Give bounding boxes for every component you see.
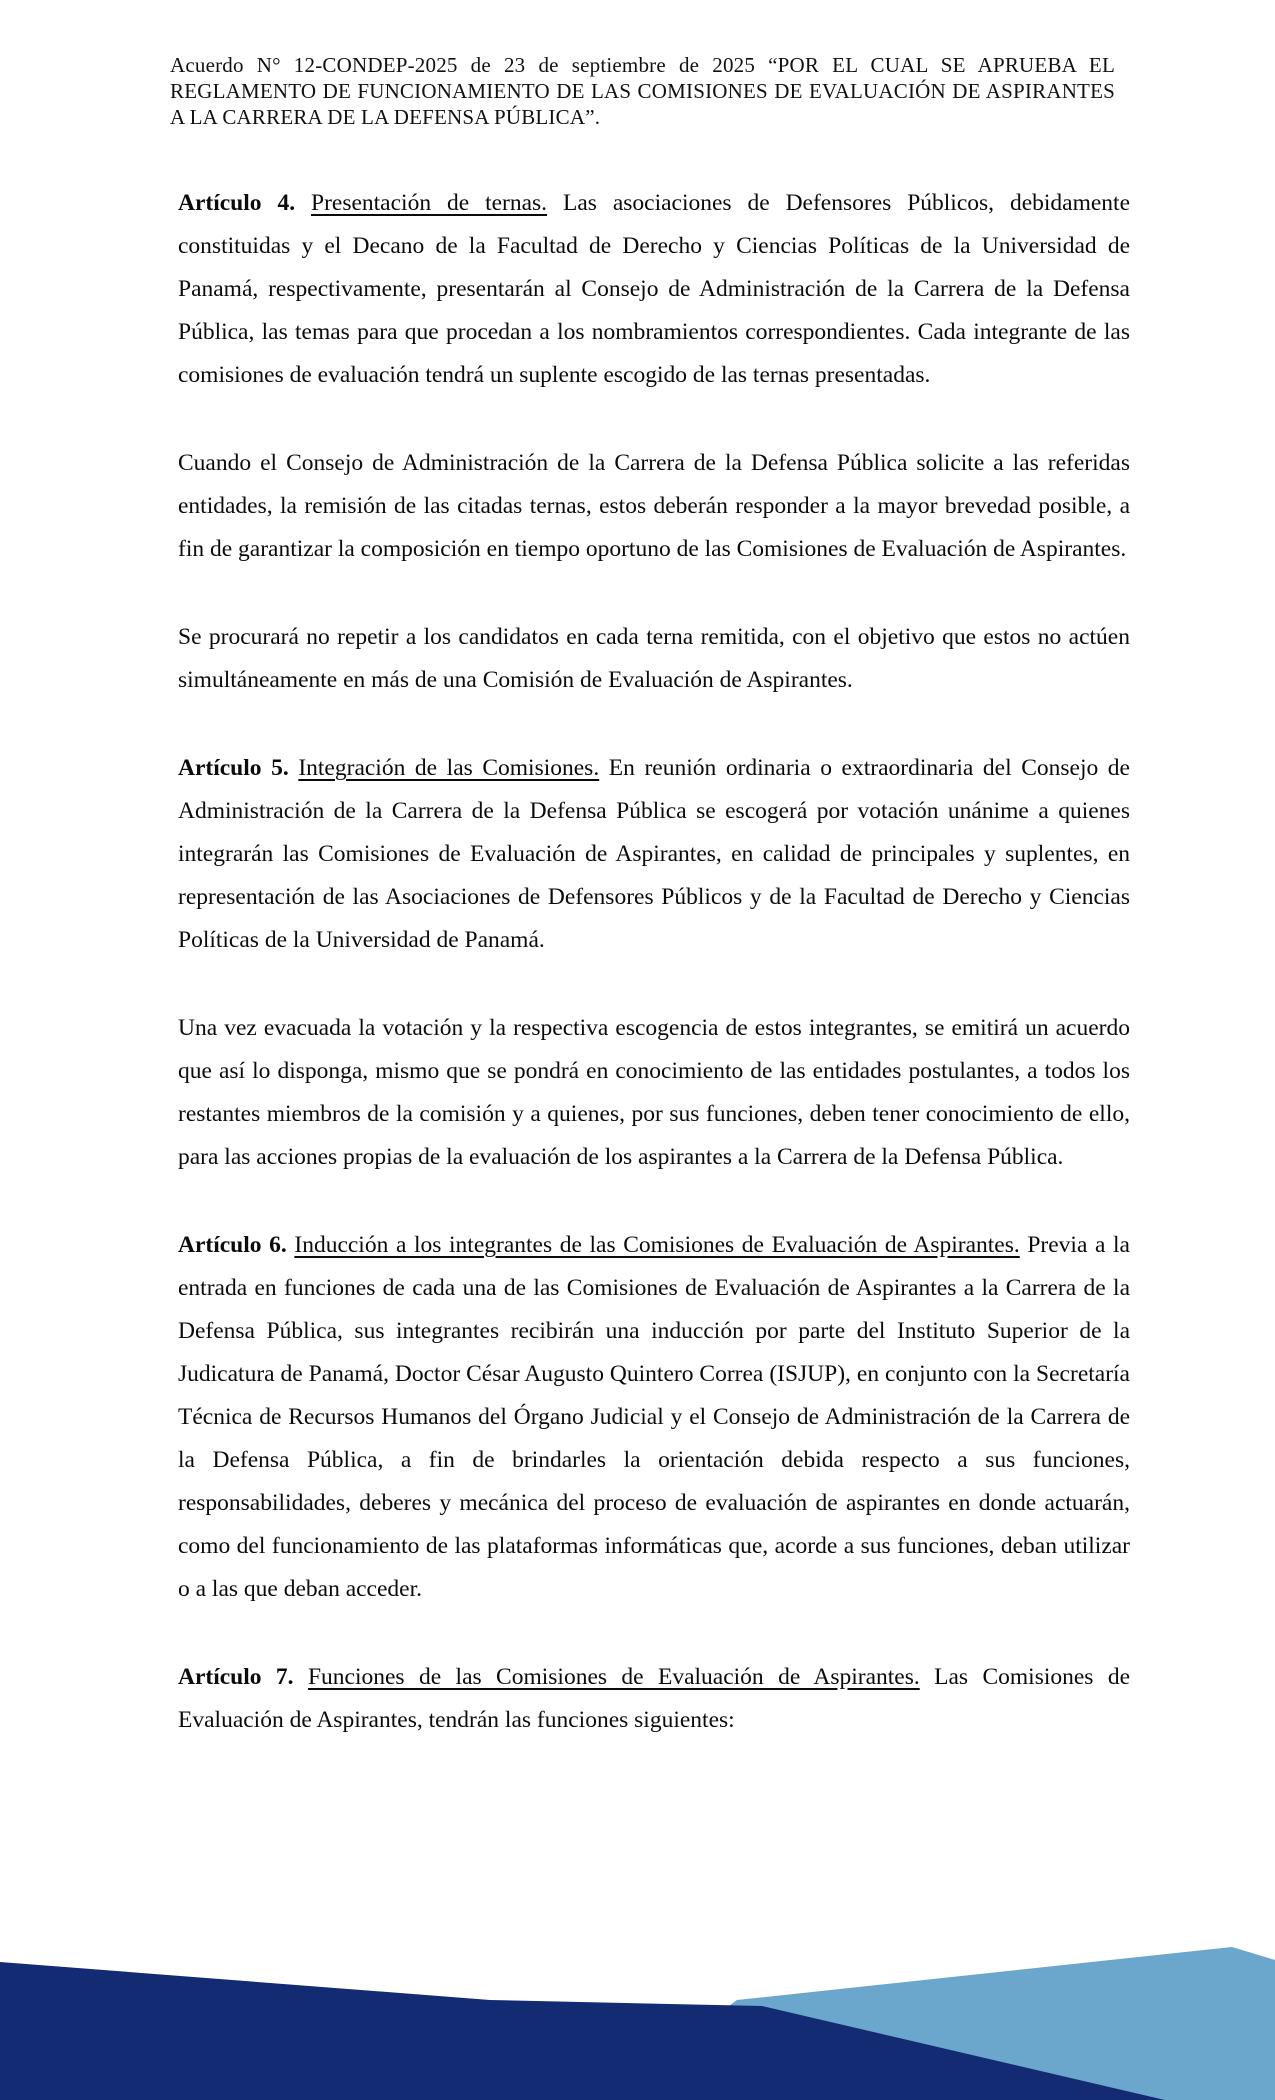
- paragraph-ternas-request: [178, 442, 1130, 571]
- article-4-paragraph: [178, 182, 1130, 397]
- article-7-label: Artículo 7.: [178, 1664, 294, 1690]
- document-header: Acuerdo N° 12-CONDEP-2025 de 23 de septiembre de 2025 “POR EL CUAL SE APRUEBA EL REGLAMENTO DE FUNCIONAMIENTO DE LAS COMISIONES DE EVALUACIÓN DE ASPIRANTES A LA CARRERA DE LA DEFENSA PÚBLICA”.: [170, 53, 1115, 129]
- article-5-text: En reunión ordinaria o extraordinaria del Consejo de Administración de la Carrera de la Defensa Pública se escogerá por votación unánime a quienes integrarán las Comisiones de Evaluación de Aspirantes, en calidad de principales y suplentes, en representación de las Asociaciones de Defensores Públicos y de la Facultad de Derecho y Ciencias Políticas de la Universidad de Panamá.: [178, 755, 1130, 953]
- article-6-label: Artículo 6.: [178, 1232, 287, 1258]
- paragraph-no-repeat-candidates-text: Se procurará no repetir a los candidatos en cada terna remitida, con el objetivo que estos no actúen simultáneamente en más de una Comisión de Evaluación de Aspirantes.: [178, 624, 1130, 693]
- article-4-label: Artículo 4.: [178, 190, 296, 216]
- article-5-label: Artículo 5.: [178, 755, 289, 781]
- article-4-text: Las asociaciones de Defensores Públicos, debidamente constituidas y el Decano de la Facultad de Derecho y Ciencias Políticas de la Universidad de Panamá, respectivamente, presentarán al Consejo de Administración de la Carrera de la Defensa Pública, las temas para que procedan a los nombramientos correspondientes. Cada integrante de las comisiones de evaluación tendrá un suplente escogido de las ternas presentadas.: [178, 190, 1130, 388]
- article-6-title: Inducción a los integrantes de las Comisiones de Evaluación de Aspirantes.: [294, 1232, 1020, 1258]
- article-5-paragraph: [178, 747, 1130, 962]
- paragraph-votacion-acuerdo-text: Una vez evacuada la votación y la respectiva escogencia de estos integrantes, se emitirá un acuerdo que así lo disponga, mismo que se pondrá en conocimiento de las entidades postulantes, a todos los restantes miembros de la comisión y a quienes, por sus funciones, deben tener conocimiento de ello, para las acciones propias de la evaluación de los aspirantes a la Carrera de la Defensa Pública.: [178, 1015, 1130, 1170]
- article-6-paragraph: [178, 1224, 1130, 1611]
- article-6-text: Previa a la entrada en funciones de cada una de las Comisiones de Evaluación de Aspirantes a la Carrera de la Defensa Pública, sus integrantes recibirán una inducción por parte del Instituto Superior de la Judicatura de Panamá, Doctor César Augusto Quintero Correa (ISJUP), en conjunto con la Secretaría Técnica de Recursos Humanos del Órgano Judicial y el Consejo de Administración de la Carrera de la Defensa Pública, a fin de brindarles la orientación debida respecto a sus funciones, responsabilidades, deberes y mecánica del proceso de evaluación de aspirantes en donde actuarán, como del funcionamiento de las plataformas informáticas que, acorde a sus funciones, deban utilizar o a las que deban acceder.: [178, 1232, 1130, 1602]
- paragraph-ternas-request-text: Cuando el Consejo de Administración de la Carrera de la Defensa Pública solicite a las referidas entidades, la remisión de las citadas ternas, estos deberán responder a la mayor brevedad posible, a fin de garantizar la composición en tiempo oportuno de las Comisiones de Evaluación de Aspirantes.: [178, 450, 1130, 562]
- document-body: [178, 182, 1130, 1742]
- article-5-title: Integración de las Comisiones.: [298, 755, 600, 781]
- paragraph-votacion-acuerdo: [178, 1007, 1130, 1179]
- article-4-title: Presentación de ternas.: [311, 190, 548, 216]
- article-7-title: Funciones de las Comisiones de Evaluación de Aspirantes.: [307, 1664, 920, 1690]
- paragraph-no-repeat-candidates: [178, 616, 1130, 702]
- article-7-text: Las Comisiones de Evaluación de Aspirantes, tendrán las funciones siguientes:: [178, 1664, 1131, 1733]
- footer-decoration: [0, 1900, 1275, 2100]
- article-7-paragraph: [178, 1656, 1130, 1742]
